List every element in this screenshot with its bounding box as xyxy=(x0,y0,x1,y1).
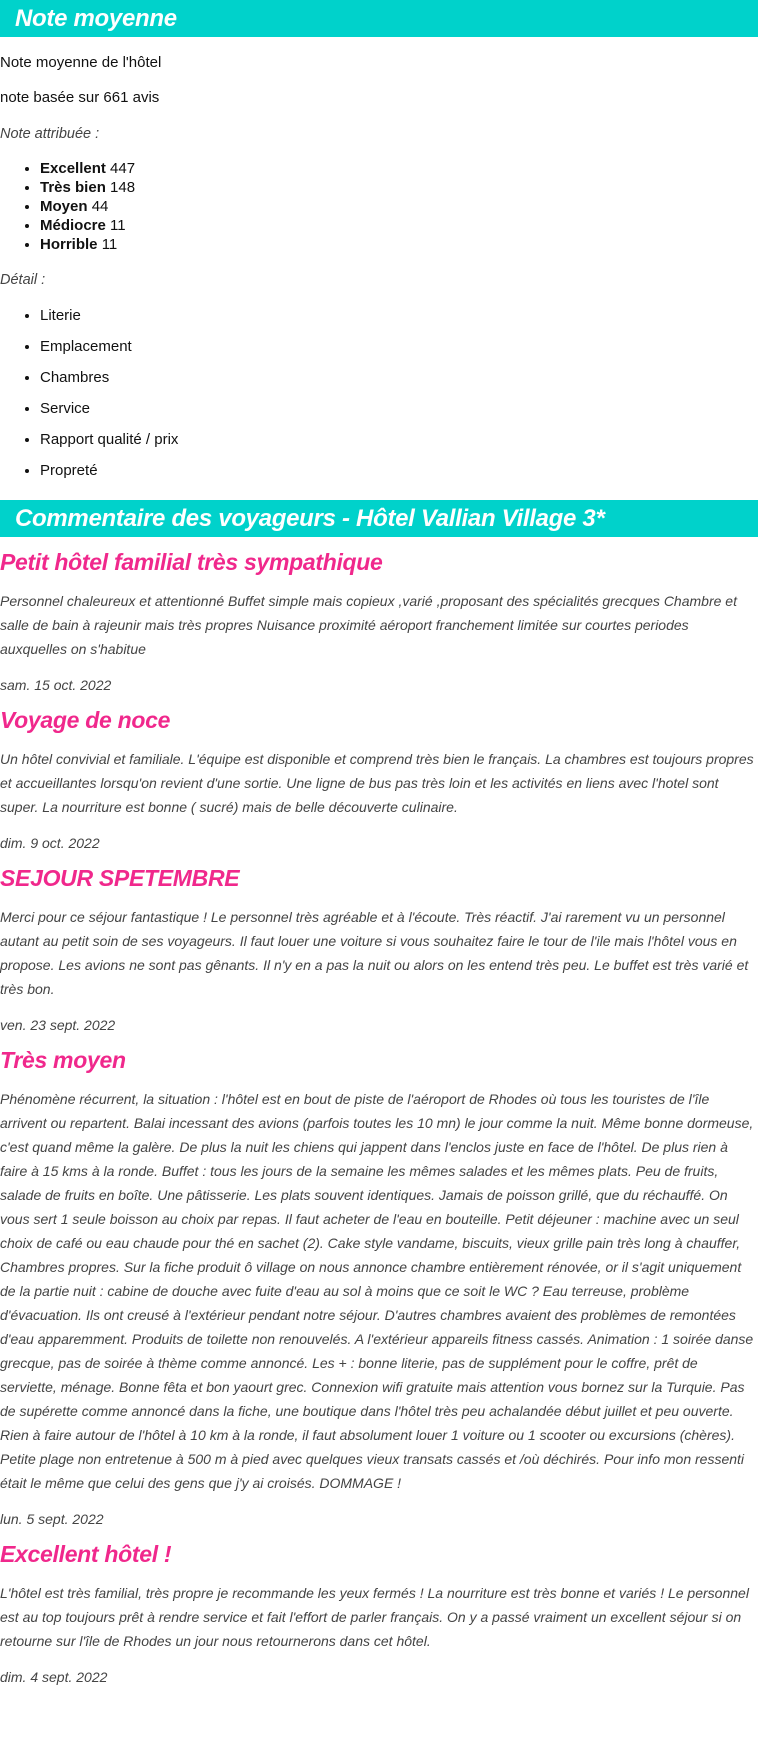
review-title: Petit hôtel familial très sympathique xyxy=(0,549,383,575)
review-count: note basée sur 661 avis xyxy=(0,89,160,106)
traveler-reviews-section xyxy=(0,500,758,1687)
review-date: ven. 23 sept. 2022 xyxy=(0,1017,116,1033)
detail-item-chambres: • Chambres xyxy=(40,362,758,393)
review-item xyxy=(0,537,758,695)
rating-label: Excellent xyxy=(40,160,106,177)
detail-item-literie: • Literie xyxy=(40,300,758,331)
average-rating-section xyxy=(0,0,758,486)
rating-item-moyen xyxy=(40,197,758,216)
average-rating-subtitle: Note moyenne de l'hôtel xyxy=(0,54,162,71)
review-text: Un hôtel convivial et familiale. L'équipe est disponible et comprend très bien le français. La chambres est toujours propres et accueillantes lorsqu'on revient d'une sortie. Une ligne de bus pas très loin et les activités en liens avec l'hotel sont super. La nourriture est bonne ( sucré) mais de belle découverte culinaire. xyxy=(0,751,754,815)
detail-item-rapport-qualite-prix: • Rapport qualité / prix xyxy=(40,424,758,455)
section-title-reviews: Commentaire des voyageurs - Hôtel Vallian Village 3* xyxy=(0,500,758,537)
review-text: L'hôtel est très familial, très propre je recommande les yeux fermés ! La nourriture est très bonne et variés ! Le personnel est au top toujours prêt à rendre service et fait l'effort de parler français. On y a passé vraiment un excellent séjour si on retourne sur l'île de Rhodes un jour nous retournerons dans cet hôtel. xyxy=(0,1585,749,1649)
review-date: lun. 5 sept. 2022 xyxy=(0,1511,104,1527)
ratings-label: Note attribuée : xyxy=(0,126,100,142)
detail-item-emplacement: • Emplacement xyxy=(40,331,758,362)
review-text: Phénomène récurrent, la situation : l'hôtel est en bout de piste de l'aéroport de Rhodes où tous les touristes de l'île arrivent ou repartent. Balai incessant des avions (parfois toutes les 10 mn) le jour comme la nuit. Même bonne dormeuse, c'est quand même la galère. De plus la nuit les chiens qui jappent dans l'enclos juste en face de l'hôtel. De plus rien à faire à 15 kms à la ronde. Buffet : tous les jours de la semaine les mêmes salades et les mêmes plats. Peu de fruits, salade de fruits en boîte. Une pâtisserie. Les plats souvent identiques. Jamais de poisson grillé, que du réchauffé. On vous sert 1 seule boisson au choix par repas. Il faut acheter de l'eau en bouteille. Petit déjeuner : machine avec un seul choix de café ou eau chaude pour thé en sachet (2). Cake style vandame, biscuits, vieux grille pain très long à chauffer, Chambres propres. Sur la fiche produit ô village on nous annonce chambre entièrement rénovée, or il s'agit uniquement de la partie nuit : cabine de douche avec fuite d'eau au sol à moins que ce soit le WC ? Eau terreuse, problème d'évacuation. Ils ont creusé à l'extérieur pendant notre séjour. D'autres chambres avaient des problèmes de remontées d'eau apparemment. Produits de toilette non renouvelés. A l'extérieur appareils fitness cassés. Animation : 1 soirée danse grecque, pas de soirée à thème comme annoncé. Les + : bonne literie, pas de supplément pour le coffre, prêt de serviette, ménage. Bonne fêta et bon yaourt grec. Connexion wifi gratuite mais attention vous bornez sur la Turquie. Pas de supérette comme annoncé dans la fiche, une boutique dans l'hôtel très peu achalandée début juillet et peu ouverte. Rien à faire autour de l'hôtel à 10 km à la ronde, il faut absolument louer 1 voiture ou 1 scooter ou excursions (chères). Petite plage non entretenue à 500 m à pied avec quelques vieux transats cassés et /où déchirés. Pour info mon ressenti était le même que celui des gens que j'y ai croisés. DOMMAGE ! xyxy=(0,1091,754,1491)
rating-label: Horrible xyxy=(40,236,98,253)
rating-item-mediocre xyxy=(40,216,758,235)
rating-count: 11 xyxy=(110,217,126,234)
review-item xyxy=(0,1035,758,1529)
review-title: Excellent hôtel ! xyxy=(0,1541,172,1567)
review-item xyxy=(0,853,758,1035)
review-title: SEJOUR SPETEMBRE xyxy=(0,865,240,891)
rating-label: Très bien xyxy=(40,179,106,196)
section-title-average-rating: Note moyenne xyxy=(0,0,758,37)
rating-item-horrible xyxy=(40,235,758,254)
rating-item-excellent xyxy=(40,159,758,178)
rating-item-tres-bien xyxy=(40,178,758,197)
detail-item-proprete: • Propreté xyxy=(40,455,758,486)
review-item xyxy=(0,1529,758,1687)
rating-label: Médiocre xyxy=(40,217,106,234)
review-date: sam. 15 oct. 2022 xyxy=(0,677,112,693)
details-list xyxy=(0,300,758,486)
review-text: Merci pour ce séjour fantastique ! Le personnel très agréable et à l'écoute. Très réactif. J'ai rarement vu un personnel autant au petit soin de ses voyageurs. Il faut louer une voiture si vous souhaitez faire le tour de l'ile mais l'hôtel vous en propose. Les avions ne sont pas gênants. Il n'y en a pas la nuit ou alors on les entend très peu. Le buffet est très varié et très bon. xyxy=(0,909,749,997)
rating-count: 148 xyxy=(110,179,136,196)
detail-item-service: • Service xyxy=(40,393,758,424)
review-item xyxy=(0,695,758,853)
rating-label: Moyen xyxy=(40,198,88,215)
rating-count: 11 xyxy=(101,236,118,253)
review-date: dim. 4 sept. 2022 xyxy=(0,1669,108,1685)
details-label: Détail : xyxy=(0,272,46,288)
rating-count: 447 xyxy=(110,160,136,177)
review-date: dim. 9 oct. 2022 xyxy=(0,835,100,851)
rating-count: 44 xyxy=(91,198,109,215)
review-text: Personnel chaleureux et attentionné Buffet simple mais copieux ,varié ,proposant des spécialités grecques Chambre et salle de bain à rajeunir mais très propres Nuisance proximité aéroport franchement limitée sur courtes periodes auxquelles on s'habitue xyxy=(0,593,737,657)
review-title: Voyage de noce xyxy=(0,707,171,733)
review-title: Très moyen xyxy=(0,1047,126,1073)
ratings-list xyxy=(0,159,758,254)
